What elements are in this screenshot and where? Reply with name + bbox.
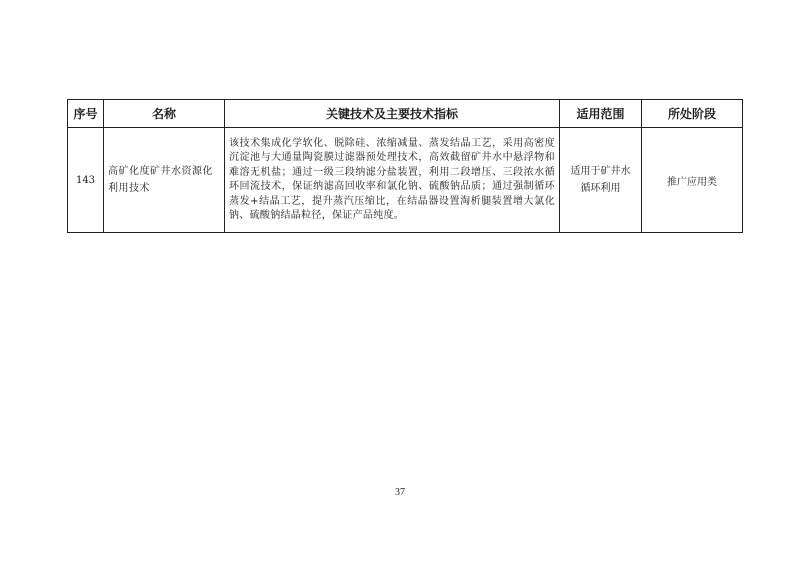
table-header-row: [68, 100, 743, 128]
table-row: [68, 128, 743, 233]
header-name: 名称: [104, 100, 225, 128]
header-scope: 适用范围: [560, 100, 642, 128]
row-technology-description: 该技术集成化学软化、脱除硅、浓缩减量、蒸发结晶工艺，采用高密度沉淀池与大通量陶瓷膜过滤器预处理技术，高效截留矿井水中悬浮物和难溶无机盐；通过一级三段纳滤分盐装置，利用二段增压、三段浓水循环回流技术，保证纳滤高回收率和氯化钠、硫酸钠品质；通过强制循环蒸发+结晶工艺，提升蒸汽压缩比，在结晶器设置淘析腿装置增大氯化钠、硫酸钠结晶粒径，保证产品纯度。: [225, 128, 560, 233]
page-number: 37: [395, 487, 405, 498]
header-serial-number: 序号: [68, 100, 104, 128]
header-key-technology: 关键技术及主要技术指标: [225, 100, 560, 128]
row-technology-name: 高矿化度矿井水资源化利用技术: [104, 128, 225, 233]
row-scope: 适用于矿井水循环利用: [560, 128, 642, 233]
header-stage: 所处阶段: [642, 100, 743, 128]
technology-table: [67, 99, 743, 233]
row-serial-number: 143: [68, 128, 104, 233]
row-stage: 推广应用类: [642, 128, 743, 233]
